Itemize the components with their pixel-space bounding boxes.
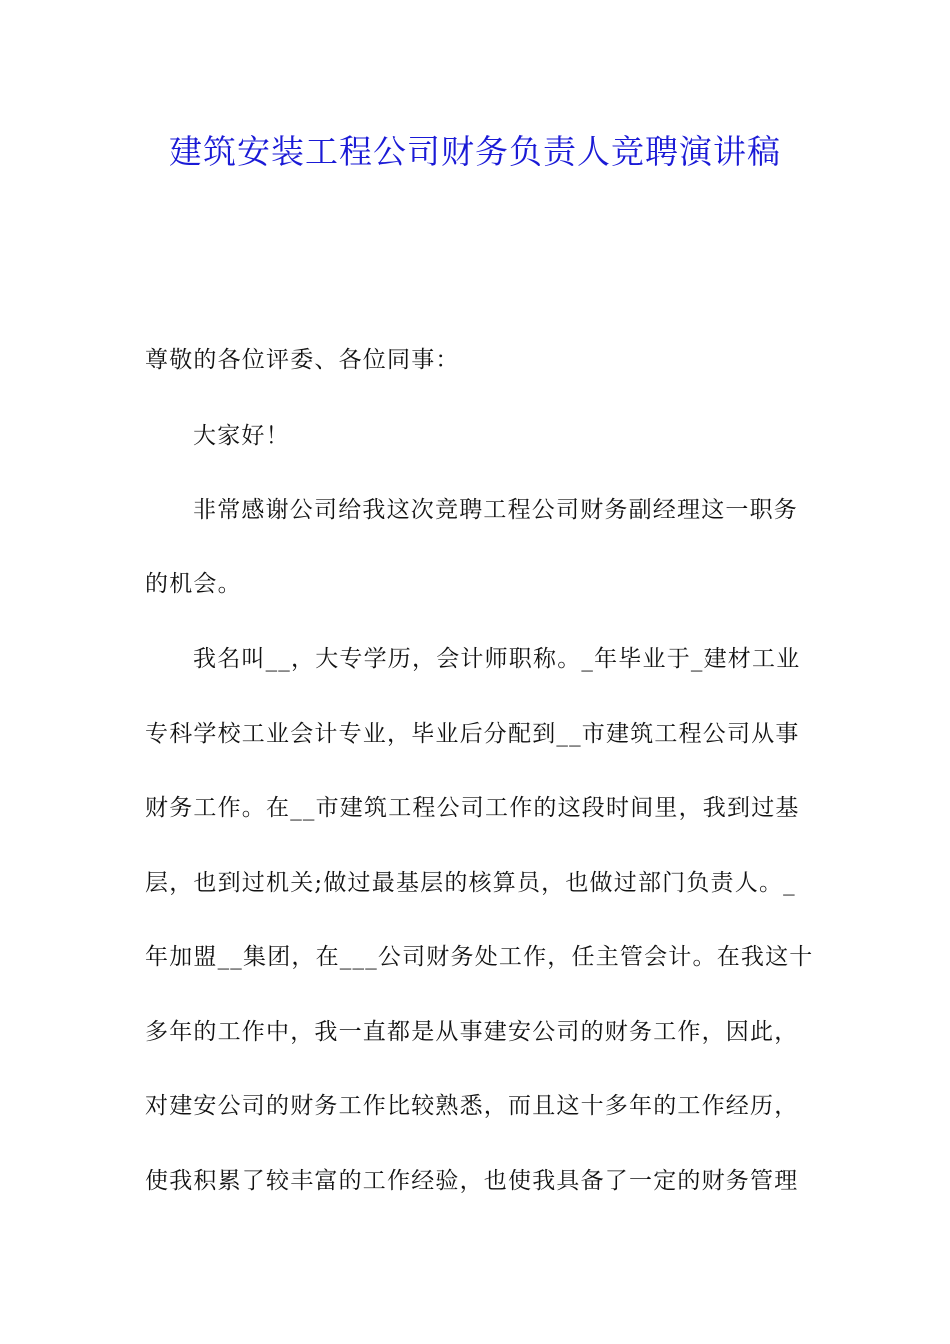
body-line: 财务工作。在__市建筑工程公司工作的这段时间里，我到过基 [145,795,800,821]
greeting-line: 大家好！ [193,423,290,449]
body-line: 年加盟__集团，在___公司财务处工作，任主管会计。在我这十 [145,944,814,970]
body-line: 多年的工作中，我一直都是从事建安公司的财务工作，因此， [145,1019,799,1045]
body-line: 非常感谢公司给我这次竞聘工程公司财务副经理这一职务 [193,497,798,523]
salutation-line: 尊敬的各位评委、各位同事： [145,347,460,373]
body-line: 使我积累了较丰富的工作经验，也使我具备了一定的财务管理 [145,1168,799,1194]
body-line: 我名叫__，大专学历，会计师职称。_年毕业于_建材工业 [193,646,801,672]
body-line: 的机会。 [145,571,242,597]
body-line: 层，也到过机关;做过最基层的核算员，也做过部门负责人。_ [145,870,796,896]
document-title: 建筑安装工程公司财务负责人竞聘演讲稿 [169,132,781,171]
body-line: 专科学校工业会计专业，毕业后分配到__市建筑工程公司从事 [145,721,800,747]
body-line: 对建安公司的财务工作比较熟悉，而且这十多年的工作经历， [145,1093,799,1119]
